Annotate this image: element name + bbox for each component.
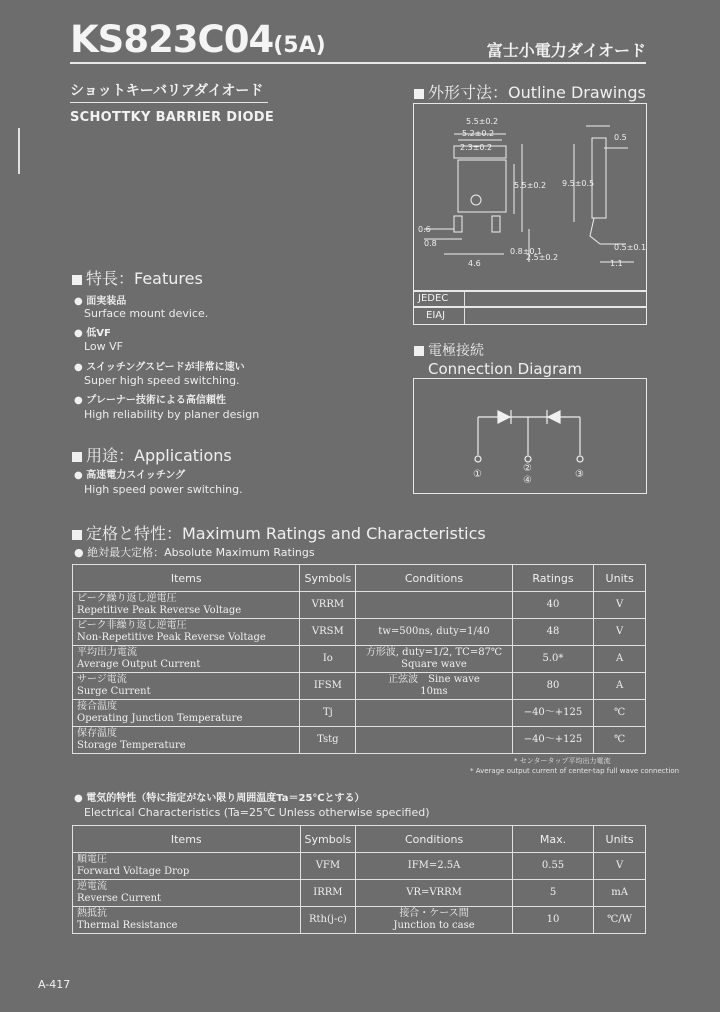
- item-cell: [73, 700, 300, 727]
- diode-right-icon: [548, 411, 560, 423]
- application-jp-text: 高速電力スイッチング: [86, 470, 186, 481]
- section-square-icon: [414, 89, 424, 99]
- unit-cell: A: [594, 673, 646, 700]
- feature-jp-text: スイッチングスピードが非常に速い: [86, 362, 245, 373]
- col-header: Symbols: [300, 565, 356, 592]
- feature-en: High reliability by planer design: [84, 408, 260, 421]
- dim-label: 0.8±0.1: [510, 247, 543, 256]
- item-en: Storage Temperature: [77, 740, 186, 751]
- dim-label: 4.6: [468, 259, 481, 268]
- unit-cell: A: [594, 646, 646, 673]
- condition-cell: [356, 700, 513, 727]
- symbol-cell: Tj: [300, 700, 356, 727]
- dim-label: 2.5±0.2: [526, 253, 559, 262]
- item-en: Repetitive Peak Reverse Voltage: [77, 605, 242, 616]
- item-cell: [73, 592, 300, 619]
- electrical-heading-jp: ● 電気的特性（特に指定がない限り周囲温度Ta＝25℃とする）: [74, 793, 365, 804]
- features-heading: [72, 266, 203, 289]
- ratings-note-en: * Average output current of center-tap full wave connection: [470, 767, 680, 775]
- feature-jp: ● プレーナー技術による高信頼性: [74, 395, 226, 406]
- col-header: Units: [594, 826, 646, 853]
- part-number: KS823C04: [70, 18, 274, 61]
- pin-label: ②: [523, 463, 532, 474]
- scan-mark: [18, 128, 20, 174]
- unit-cell: ℃/W: [594, 907, 646, 934]
- item-cell: [73, 727, 300, 754]
- condition-line: Square wave: [401, 659, 467, 670]
- jedec-label: JEDEC: [418, 293, 449, 304]
- item-jp: 平均出力電流: [77, 647, 137, 658]
- dim-label: 0.5±0.1: [614, 243, 646, 252]
- item-en: Surge Current: [77, 686, 151, 697]
- symbol-cell: IRRM: [300, 880, 356, 907]
- condition-line: 10ms: [420, 686, 448, 697]
- table-row: [73, 880, 646, 907]
- section-square-icon: [72, 452, 82, 462]
- table-row: [73, 673, 646, 700]
- ratings-heading-text: 定格と特性：Maximum Ratings and Characteristics: [86, 524, 486, 543]
- condition-cell: [356, 646, 513, 673]
- header-rule: [70, 62, 646, 64]
- col-header: Units: [594, 565, 646, 592]
- item-en: Operating Junction Temperature: [77, 713, 243, 724]
- dim-label: 1.1: [610, 259, 623, 268]
- item-jp: 接合温度: [77, 701, 117, 712]
- outline-heading-text: 外形寸法：Outline Drawings: [428, 83, 646, 102]
- eiaj-label: EIAJ: [426, 310, 446, 321]
- connection-heading-jp: 電極接続: [428, 343, 484, 359]
- symbol-cell: Io: [300, 646, 356, 673]
- unit-cell: V: [594, 592, 646, 619]
- table-row: [73, 727, 646, 754]
- unit-cell: ℃: [594, 700, 646, 727]
- value-cell: 5.0*: [512, 646, 593, 673]
- item-cell: [73, 673, 300, 700]
- table-row: [73, 700, 646, 727]
- table-row: [73, 592, 646, 619]
- connection-diagram: [414, 379, 646, 493]
- table-row: [73, 907, 646, 934]
- feature-jp: ● 低VF: [74, 328, 111, 339]
- condition-line: tw=500ns, duty=1/40: [378, 626, 490, 637]
- condition-line: 方形波, duty=1/2, TC=87℃: [365, 647, 503, 658]
- dim-label: 5.5±0.2: [514, 181, 547, 190]
- dim-label: 9.5±0.5: [562, 179, 595, 188]
- value-cell: 48: [512, 619, 593, 646]
- electrical-table: [72, 825, 646, 934]
- col-header: Conditions: [356, 565, 513, 592]
- condition-line: 正弦波 Sine wave: [388, 674, 480, 685]
- item-en: Thermal Resistance: [77, 920, 178, 931]
- symbol-cell: VRRM: [300, 592, 356, 619]
- connection-heading-en: Connection Diagram: [428, 360, 583, 378]
- item-en: Average Output Current: [77, 659, 201, 670]
- unit-cell: V: [594, 619, 646, 646]
- table-header-row: [73, 826, 646, 853]
- symbol-cell: Tstg: [300, 727, 356, 754]
- condition-line: Junction to case: [393, 920, 475, 931]
- eiaj-row: [413, 306, 647, 325]
- item-cell: [73, 619, 300, 646]
- item-jp: ピーク非繰り返し逆電圧: [77, 620, 187, 631]
- item-jp: ピーク繰り返し逆電圧: [77, 593, 177, 604]
- symbol-cell: Rth(j-c): [300, 907, 356, 934]
- item-cell: [73, 853, 301, 880]
- table-row: [73, 646, 646, 673]
- value-cell: 0.55: [512, 853, 593, 880]
- condition-cell: [356, 592, 513, 619]
- col-header: Symbols: [300, 826, 356, 853]
- item-cell: [73, 907, 301, 934]
- pin-label: ③: [575, 469, 584, 480]
- item-cell: [73, 646, 300, 673]
- item-en: Non-Repetitive Peak Reverse Voltage: [77, 632, 266, 643]
- unit-cell: ℃: [594, 727, 646, 754]
- value-cell: −40～+125: [512, 727, 593, 754]
- col-header: Items: [73, 826, 301, 853]
- unit-cell: V: [594, 853, 646, 880]
- diode-left-icon: [498, 411, 510, 423]
- pin-label: ①: [473, 469, 482, 480]
- item-jp: 保存温度: [77, 728, 117, 739]
- abs-max-heading-text: 絶対最大定格：Absolute Maximum Ratings: [87, 546, 315, 559]
- value-cell: −40～+125: [512, 700, 593, 727]
- applications-heading-text: 用途：Applications: [86, 446, 232, 465]
- condition-cell: [356, 880, 513, 907]
- condition-cell: [356, 853, 513, 880]
- item-cell: [73, 880, 301, 907]
- symbol-cell: VRSM: [300, 619, 356, 646]
- symbol-cell: VFM: [300, 853, 356, 880]
- electrical-heading-en: Electrical Characteristics (Ta=25℃ Unless otherwise specified): [84, 806, 430, 819]
- value-cell: 10: [512, 907, 593, 934]
- item-jp: 熱抵抗: [77, 908, 107, 919]
- item-en: Forward Voltage Drop: [77, 866, 190, 877]
- section-square-icon: [414, 346, 424, 356]
- condition-cell: [356, 907, 513, 934]
- condition-cell: [356, 619, 513, 646]
- dim-label: 2.3±0.2: [460, 143, 493, 152]
- value-cell: 40: [512, 592, 593, 619]
- applications-heading: [72, 443, 232, 466]
- outline-box: [413, 103, 647, 292]
- feature-en: Super high speed switching.: [84, 374, 240, 387]
- dim-label: 5.5±0.2: [466, 117, 499, 126]
- dim-label: 5.2±0.2: [462, 129, 495, 138]
- connection-box: [413, 378, 647, 494]
- type-jp: ショットキーバリアダイオード: [70, 83, 264, 99]
- feature-jp-text: 低VF: [86, 328, 111, 339]
- abs-max-table: [72, 564, 646, 754]
- jedec-divider: [464, 291, 465, 307]
- application-en: High speed power switching.: [84, 483, 243, 496]
- feature-en: Low VF: [84, 340, 124, 353]
- col-header: Conditions: [356, 826, 513, 853]
- section-square-icon: [72, 275, 82, 285]
- eiaj-divider: [464, 307, 465, 324]
- abs-max-heading: ● 絶対最大定格：Absolute Maximum Ratings: [74, 546, 315, 559]
- col-header: Max.: [512, 826, 593, 853]
- unit-cell: mA: [594, 880, 646, 907]
- item-jp: サージ電流: [77, 674, 127, 685]
- table-row: [73, 619, 646, 646]
- item-jp: 逆電流: [77, 881, 107, 892]
- part-number-title: [70, 18, 326, 61]
- item-en: Reverse Current: [77, 893, 162, 904]
- feature-jp-text: プレーナー技術による高信頼性: [86, 395, 226, 406]
- condition-line: 接合・ケース間: [399, 908, 469, 919]
- features-heading-text: 特長：Features: [86, 269, 203, 288]
- dim-label: 0.6: [418, 225, 431, 234]
- dim-label: 0.5: [614, 133, 627, 142]
- condition-line: IFM=2.5A: [407, 860, 461, 871]
- col-header: Ratings: [512, 565, 593, 592]
- pin-label: ④: [523, 475, 532, 486]
- condition-cell: [356, 727, 513, 754]
- ratings-heading: [72, 521, 486, 544]
- table-header-row: [73, 565, 646, 592]
- item-jp: 順電圧: [77, 854, 107, 865]
- col-header: Items: [73, 565, 300, 592]
- outline-drawing: [414, 104, 646, 291]
- current-rating: (5A): [273, 33, 326, 58]
- page-number: A-417: [38, 978, 71, 991]
- condition-cell: [356, 673, 513, 700]
- ratings-note-jp: * センタータップ平均出力電流: [514, 757, 611, 765]
- value-cell: 5: [512, 880, 593, 907]
- connection-heading: [414, 340, 484, 360]
- type-en: SCHOTTKY BARRIER DIODE: [70, 110, 275, 125]
- feature-jp: ● 面実装品: [74, 296, 127, 307]
- type-rule: [70, 102, 268, 103]
- application-jp: ● 高速電力スイッチング: [74, 470, 186, 481]
- feature-en: Surface mount device.: [84, 307, 209, 320]
- dim-label: 0.8: [424, 239, 437, 248]
- value-cell: 80: [512, 673, 593, 700]
- table-row: [73, 853, 646, 880]
- symbol-cell: IFSM: [300, 673, 356, 700]
- section-square-icon: [72, 530, 82, 540]
- electrical-heading-jp-text: 電気的特性（特に指定がない限り周囲温度Ta＝25℃とする）: [86, 793, 365, 804]
- outline-heading: [414, 80, 646, 103]
- feature-jp: ● スイッチングスピードが非常に速い: [74, 362, 245, 373]
- feature-jp-text: 面実装品: [86, 296, 127, 307]
- condition-line: VR=VRRM: [406, 887, 462, 898]
- maker-jp: 富士小電力ダイオード: [486, 41, 646, 60]
